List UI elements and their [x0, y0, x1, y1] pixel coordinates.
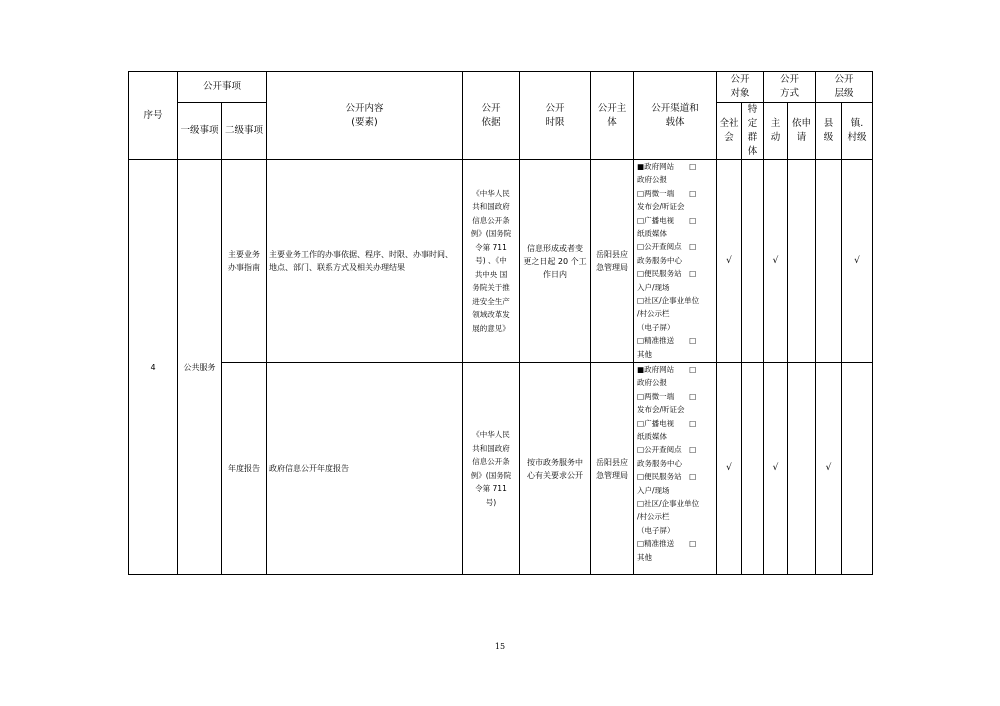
header-subject	[591, 72, 634, 160]
check-obj-specific	[742, 363, 764, 575]
header-layer-line1: 公开	[834, 74, 854, 85]
header-content-line1: 公开内容	[345, 102, 384, 114]
channel-line: 纸质媒体	[637, 432, 668, 442]
check-obj-specific	[742, 160, 764, 363]
channel-line: □公开查阅点 □	[637, 242, 697, 252]
row-content: 政府信息公开年度报告	[267, 363, 463, 575]
basis-line: 务院关于推	[472, 283, 510, 293]
channel-line: 入户/现场	[637, 282, 670, 292]
basis-line: 展的意见》	[472, 323, 510, 333]
row-time-line1: 按市政务服务中	[527, 457, 584, 467]
channel-line: □广播电视 □	[637, 215, 697, 225]
header-obj-all	[717, 103, 742, 160]
channel-line: 政府公报	[637, 378, 668, 388]
channel-line: □精准推送 □	[637, 539, 697, 549]
header-time	[520, 72, 591, 160]
row-subject-line1: 岳阳县应	[596, 250, 629, 259]
header-object	[717, 72, 764, 103]
header-method-line1: 公开	[780, 74, 800, 85]
header-method-active-line1: 主	[770, 118, 781, 129]
header-time-line1: 公开	[545, 102, 565, 114]
check-method-request	[788, 160, 816, 363]
header-obj-specific	[742, 103, 764, 160]
channel-line: □精准推送 □	[637, 336, 697, 346]
header-object-line2: 对象	[730, 88, 750, 99]
basis-line: 信息公开条	[472, 457, 510, 466]
channel-line: □社区/企事业单位	[637, 499, 700, 509]
channel-line: ■政府网站 □	[637, 365, 697, 374]
check-method-active: √	[764, 160, 788, 363]
row-basis	[463, 363, 520, 575]
channel-line: □社区/企事业单位	[637, 296, 700, 306]
channel-line: （电子屏）	[637, 525, 675, 535]
row-level2-line2: 办事指南	[228, 263, 260, 272]
header-layer-town-line2: 村级	[847, 132, 867, 143]
basis-line: 《中华人民	[472, 430, 510, 439]
channel-line: 其他	[637, 349, 653, 359]
row-subject-line2: 急管理局	[596, 263, 629, 272]
header-layer-county-line1: 县	[823, 118, 834, 129]
header-layer-county-line2: 级	[823, 132, 834, 143]
header-content-line2: (要素)	[351, 116, 378, 128]
header-basis-line1: 公开	[481, 102, 501, 114]
basis-line: 《中华人民	[472, 188, 510, 198]
check-layer-town: √	[842, 160, 873, 363]
header-content	[267, 72, 463, 160]
basis-line: 共和国政府	[472, 202, 510, 212]
header-level2: 二级事项	[222, 103, 267, 160]
header-layer-county	[816, 103, 842, 160]
header-layer-line2: 层级	[834, 88, 854, 99]
check-obj-all: √	[717, 363, 742, 575]
header-method-request-line1: 依申	[792, 118, 812, 129]
header-method-request-line2: 请	[796, 132, 807, 143]
header-item: 公开事项	[178, 72, 267, 103]
channel-line: □两微一端 □	[637, 188, 697, 198]
basis-line: 令第 711	[475, 484, 507, 493]
channel-line: 政务服务中心	[637, 458, 683, 468]
header-basis-line2: 依据	[481, 116, 501, 128]
channel-line: /村公示栏	[637, 309, 670, 319]
header-level1: 一级事项	[178, 103, 222, 160]
row-basis	[463, 160, 520, 363]
channel-line: □便民服务站 □	[637, 472, 697, 482]
check-layer-town	[842, 363, 873, 575]
channel-line: □广播电视 □	[637, 418, 697, 428]
channel-line: 政府公报	[637, 175, 668, 185]
row-content-line2: 地点、部门、联系方式及相关办理结果	[269, 263, 406, 272]
table-row	[129, 160, 873, 363]
header-obj-specific-line1: 特定	[747, 104, 758, 129]
basis-line: 信息公开条	[472, 215, 510, 225]
row-subject-line2: 急管理局	[596, 470, 629, 480]
header-obj-specific-line2: 群体	[747, 132, 758, 157]
row-level1: 公共服务	[178, 160, 222, 575]
header-layer-town	[842, 103, 873, 160]
check-method-request	[788, 363, 816, 575]
channel-line: □便民服务站 □	[637, 269, 697, 279]
channel-line: 政务服务中心	[637, 255, 683, 265]
row-subject	[591, 363, 634, 575]
header-time-line2: 时限	[545, 116, 565, 128]
header-method-request	[788, 103, 816, 160]
header-obj-all-line1: 全社	[719, 118, 739, 129]
row-content	[267, 160, 463, 363]
check-layer-county: √	[816, 363, 842, 575]
header-subject-line2: 体	[607, 116, 617, 128]
header-method-line2: 方式	[780, 88, 800, 99]
header-layer-town-line1: 镇.	[850, 118, 864, 129]
channel-line: □公开查阅点 □	[637, 445, 697, 455]
row-time-line3: 作日内	[543, 269, 568, 279]
row-time	[520, 160, 591, 363]
header-method-active-line2: 动	[770, 132, 781, 143]
header-layer	[816, 72, 873, 103]
basis-line: 例》(国务院	[470, 229, 512, 239]
disclosure-table	[128, 71, 873, 575]
channel-line: （电子屏）	[637, 322, 675, 332]
row-subject	[591, 160, 634, 363]
basis-line: 号) 、《中	[475, 256, 507, 266]
header-channel-line2: 载体	[665, 116, 685, 128]
header-channel	[634, 72, 717, 160]
row-channels	[634, 160, 717, 363]
channel-line: 其他	[637, 552, 653, 562]
table-row	[129, 363, 873, 575]
header-seq: 序号	[129, 72, 178, 160]
header-basis	[463, 72, 520, 160]
row-time-line2: 心有关要求公开	[527, 470, 584, 480]
row-level2	[222, 160, 267, 363]
header-subject-line1: 公开主	[597, 102, 627, 114]
check-method-active: √	[764, 363, 788, 575]
check-obj-all: √	[717, 160, 742, 363]
header-object-line1: 公开	[730, 74, 750, 85]
channel-line: 发布会/听证会	[637, 405, 685, 415]
header-method-active	[764, 103, 788, 160]
basis-line: 领域改革发	[472, 310, 510, 320]
basis-line: 例》(国务院	[470, 470, 512, 480]
basis-line: 进安全生产	[472, 296, 510, 306]
channel-line: 发布会/听证会	[637, 202, 685, 212]
basis-line: 共中央 国	[474, 269, 508, 279]
row-time-line2: 更之日起 20 个工	[523, 256, 587, 266]
channel-line: /村公示栏	[637, 512, 670, 522]
header-method	[764, 72, 816, 103]
row-content-line1: 主要业务工作的办事依据、程序、时限、办事时间、	[269, 250, 454, 259]
basis-line: 号)	[485, 497, 497, 507]
header-channel-line1: 公开渠道和	[651, 102, 699, 114]
row-time	[520, 363, 591, 575]
page-number: 15	[494, 642, 506, 651]
header-obj-all-line2: 会	[724, 132, 734, 143]
row-subject-line1: 岳阳县应	[596, 457, 629, 467]
row-channels	[634, 363, 717, 575]
channel-line: 入户/现场	[637, 485, 670, 495]
channel-line: □两微一端 □	[637, 391, 697, 401]
basis-line: 令第 711	[475, 242, 507, 252]
row-seq: 4	[129, 160, 178, 575]
row-time-line1: 信息形成或者变	[527, 243, 584, 253]
row-level2-line1: 主要业务	[228, 250, 260, 259]
channel-line: ■政府网站 □	[637, 162, 697, 171]
channel-line: 纸质媒体	[637, 229, 668, 239]
basis-line: 共和国政府	[472, 443, 510, 453]
row-level2: 年度报告	[222, 363, 267, 575]
check-layer-county	[816, 160, 842, 363]
